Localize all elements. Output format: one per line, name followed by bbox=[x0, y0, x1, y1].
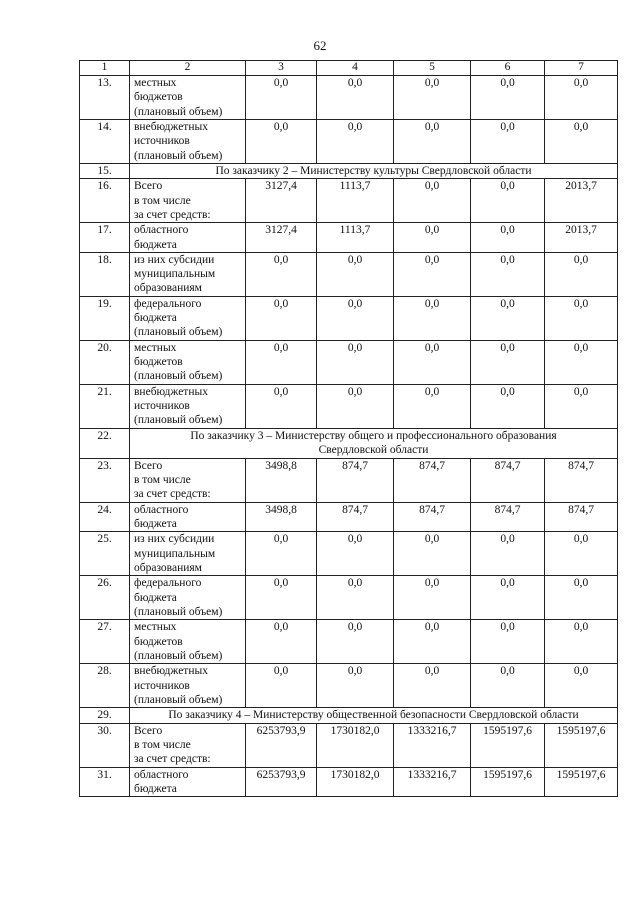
section-row bbox=[80, 708, 618, 723]
header-cell: 7 bbox=[545, 61, 618, 76]
value-cell: 0,0 bbox=[545, 296, 618, 340]
value-cell: 0,0 bbox=[317, 532, 394, 576]
value-cell: 0,0 bbox=[394, 179, 471, 223]
value-cell: 1595197,6 bbox=[471, 767, 545, 797]
value-cell: 874,7 bbox=[471, 502, 545, 532]
row-number: 27. bbox=[80, 620, 130, 664]
value-cell: 6253793,9 bbox=[246, 723, 317, 767]
value-cell: 0,0 bbox=[471, 120, 545, 164]
value-cell: 1333216,7 bbox=[394, 723, 471, 767]
value-cell: 0,0 bbox=[471, 384, 545, 428]
value-cell: 1113,7 bbox=[317, 179, 394, 223]
row-label: местных бюджетов (плановый объем) bbox=[130, 340, 246, 384]
header-cell: 5 bbox=[394, 61, 471, 76]
value-cell: 0,0 bbox=[246, 620, 317, 664]
page-number: 62 bbox=[313, 38, 327, 53]
value-cell: 3127,4 bbox=[246, 179, 317, 223]
value-cell: 0,0 bbox=[471, 620, 545, 664]
row-label: Всего в том числе за счет средств: bbox=[130, 458, 246, 502]
header-cell: 4 bbox=[317, 61, 394, 76]
value-cell: 0,0 bbox=[471, 223, 545, 253]
value-cell: 1333216,7 bbox=[394, 767, 471, 797]
row-label: внебюджетных источников (плановый объем) bbox=[130, 664, 246, 708]
value-cell: 1595197,6 bbox=[545, 767, 618, 797]
value-cell: 0,0 bbox=[246, 76, 317, 120]
row-number: 18. bbox=[80, 252, 130, 296]
row-number: 29. bbox=[80, 708, 130, 723]
value-cell: 0,0 bbox=[394, 620, 471, 664]
section-title: По заказчику 2 – Министерству культуры Свердловской области bbox=[130, 164, 618, 179]
value-cell: 0,0 bbox=[246, 664, 317, 708]
value-cell: 0,0 bbox=[545, 340, 618, 384]
value-cell: 0,0 bbox=[471, 252, 545, 296]
row-number: 14. bbox=[80, 120, 130, 164]
table-row bbox=[80, 120, 618, 164]
row-label: Всего в том числе за счет средств: bbox=[130, 723, 246, 767]
value-cell: 0,0 bbox=[545, 620, 618, 664]
table-row bbox=[80, 664, 618, 708]
row-number: 22. bbox=[80, 428, 130, 458]
value-cell: 0,0 bbox=[317, 120, 394, 164]
header-cell: 1 bbox=[80, 61, 130, 76]
value-cell: 3498,8 bbox=[246, 458, 317, 502]
value-cell: 0,0 bbox=[317, 340, 394, 384]
value-cell: 0,0 bbox=[545, 664, 618, 708]
row-label: федерального бюджета (плановый объем) bbox=[130, 576, 246, 620]
value-cell: 0,0 bbox=[394, 384, 471, 428]
header-cell: 3 bbox=[246, 61, 317, 76]
row-number: 21. bbox=[80, 384, 130, 428]
value-cell: 1730182,0 bbox=[317, 723, 394, 767]
value-cell: 0,0 bbox=[317, 576, 394, 620]
value-cell: 0,0 bbox=[246, 340, 317, 384]
value-cell: 874,7 bbox=[317, 458, 394, 502]
value-cell: 0,0 bbox=[246, 296, 317, 340]
value-cell: 0,0 bbox=[394, 664, 471, 708]
value-cell: 2013,7 bbox=[545, 179, 618, 223]
value-cell: 1595197,6 bbox=[471, 723, 545, 767]
table-row bbox=[80, 179, 618, 223]
value-cell: 6253793,9 bbox=[246, 767, 317, 797]
value-cell: 0,0 bbox=[545, 76, 618, 120]
value-cell: 0,0 bbox=[317, 76, 394, 120]
value-cell: 0,0 bbox=[246, 532, 317, 576]
table-row bbox=[80, 296, 618, 340]
value-cell: 0,0 bbox=[545, 252, 618, 296]
value-cell: 1730182,0 bbox=[317, 767, 394, 797]
value-cell: 0,0 bbox=[545, 532, 618, 576]
row-number: 31. bbox=[80, 767, 130, 797]
value-cell: 874,7 bbox=[317, 502, 394, 532]
row-number: 17. bbox=[80, 223, 130, 253]
value-cell: 0,0 bbox=[471, 179, 545, 223]
value-cell: 0,0 bbox=[394, 76, 471, 120]
value-cell: 874,7 bbox=[394, 502, 471, 532]
value-cell: 0,0 bbox=[246, 252, 317, 296]
value-cell: 3127,4 bbox=[246, 223, 317, 253]
value-cell: 0,0 bbox=[545, 384, 618, 428]
row-number: 24. bbox=[80, 502, 130, 532]
value-cell: 0,0 bbox=[471, 664, 545, 708]
table-row bbox=[80, 502, 618, 532]
section-title: По заказчику 3 – Министерству общего и профессионального образования Свердловской области bbox=[130, 428, 618, 458]
value-cell: 0,0 bbox=[394, 296, 471, 340]
row-label: из них субсидии муниципальным образованиям bbox=[130, 252, 246, 296]
value-cell: 2013,7 bbox=[545, 223, 618, 253]
value-cell: 0,0 bbox=[246, 120, 317, 164]
value-cell: 874,7 bbox=[545, 458, 618, 502]
value-cell: 0,0 bbox=[394, 576, 471, 620]
value-cell: 0,0 bbox=[471, 296, 545, 340]
row-label: областного бюджета bbox=[130, 767, 246, 797]
row-label: федерального бюджета (плановый объем) bbox=[130, 296, 246, 340]
value-cell: 874,7 bbox=[394, 458, 471, 502]
row-number: 20. bbox=[80, 340, 130, 384]
row-number: 19. bbox=[80, 296, 130, 340]
value-cell: 0,0 bbox=[246, 576, 317, 620]
section-title: По заказчику 4 – Министерству общественной безопасности Свердловской области bbox=[130, 708, 618, 723]
row-number: 25. bbox=[80, 532, 130, 576]
table-row bbox=[80, 252, 618, 296]
value-cell: 874,7 bbox=[545, 502, 618, 532]
table-row bbox=[80, 76, 618, 120]
table-row bbox=[80, 620, 618, 664]
header-row bbox=[80, 61, 618, 76]
row-label: Всего в том числе за счет средств: bbox=[130, 179, 246, 223]
table-row bbox=[80, 340, 618, 384]
value-cell: 0,0 bbox=[317, 252, 394, 296]
table-row bbox=[80, 723, 618, 767]
value-cell: 1113,7 bbox=[317, 223, 394, 253]
header-cell: 2 bbox=[130, 61, 246, 76]
value-cell: 0,0 bbox=[317, 296, 394, 340]
section-row bbox=[80, 164, 618, 179]
row-label: местных бюджетов (плановый объем) bbox=[130, 76, 246, 120]
value-cell: 0,0 bbox=[317, 664, 394, 708]
row-label: из них субсидии муниципальным образованиям bbox=[130, 532, 246, 576]
row-number: 30. bbox=[80, 723, 130, 767]
value-cell: 0,0 bbox=[471, 340, 545, 384]
row-number: 15. bbox=[80, 164, 130, 179]
table-row bbox=[80, 223, 618, 253]
table-row bbox=[80, 384, 618, 428]
table-row bbox=[80, 576, 618, 620]
value-cell: 0,0 bbox=[394, 340, 471, 384]
value-cell: 0,0 bbox=[471, 76, 545, 120]
row-number: 26. bbox=[80, 576, 130, 620]
budget-table-body bbox=[80, 61, 618, 797]
value-cell: 0,0 bbox=[545, 120, 618, 164]
value-cell: 874,7 bbox=[471, 458, 545, 502]
header-cell: 6 bbox=[471, 61, 545, 76]
row-number: 16. bbox=[80, 179, 130, 223]
section-row bbox=[80, 428, 618, 458]
value-cell: 0,0 bbox=[545, 576, 618, 620]
table-row bbox=[80, 458, 618, 502]
row-number: 28. bbox=[80, 664, 130, 708]
value-cell: 0,0 bbox=[471, 576, 545, 620]
value-cell: 1595197,6 bbox=[545, 723, 618, 767]
row-label: местных бюджетов (плановый объем) bbox=[130, 620, 246, 664]
value-cell: 0,0 bbox=[317, 620, 394, 664]
row-label: областного бюджета bbox=[130, 502, 246, 532]
budget-table bbox=[79, 60, 618, 797]
value-cell: 0,0 bbox=[394, 532, 471, 576]
row-label: внебюджетных источников (плановый объем) bbox=[130, 120, 246, 164]
row-label: внебюджетных источников (плановый объем) bbox=[130, 384, 246, 428]
value-cell: 0,0 bbox=[394, 120, 471, 164]
row-number: 23. bbox=[80, 458, 130, 502]
table-row bbox=[80, 532, 618, 576]
value-cell: 0,0 bbox=[246, 384, 317, 428]
value-cell: 0,0 bbox=[394, 223, 471, 253]
row-number: 13. bbox=[80, 76, 130, 120]
value-cell: 0,0 bbox=[471, 532, 545, 576]
value-cell: 0,0 bbox=[317, 384, 394, 428]
row-label: областного бюджета bbox=[130, 223, 246, 253]
value-cell: 3498,8 bbox=[246, 502, 317, 532]
table-row bbox=[80, 767, 618, 797]
value-cell: 0,0 bbox=[394, 252, 471, 296]
